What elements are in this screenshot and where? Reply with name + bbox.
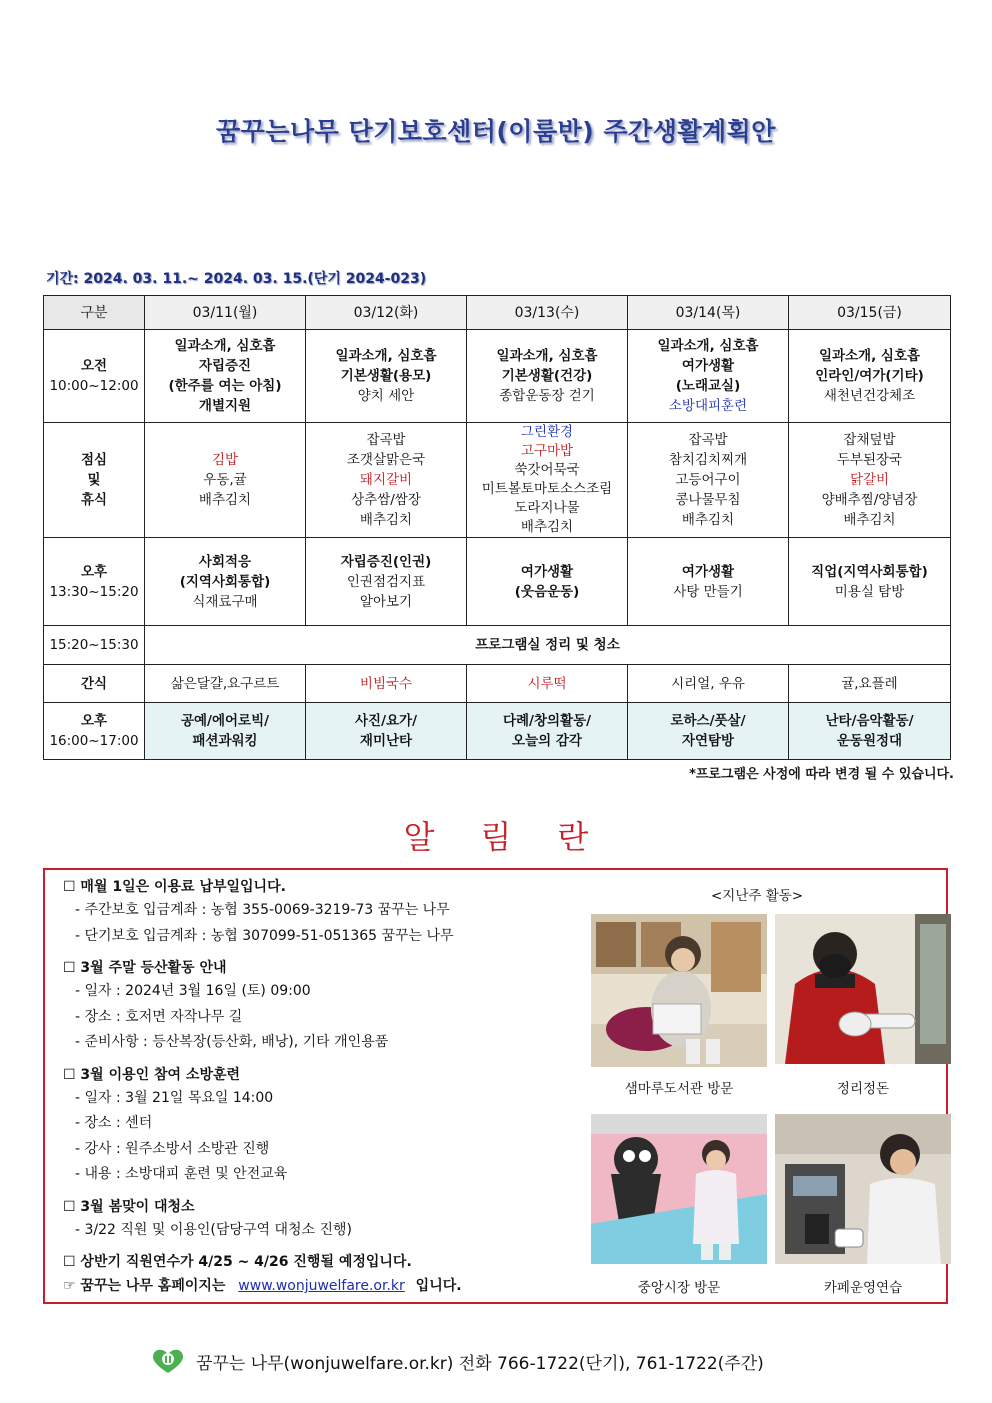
photo-caption: 중앙시장 방문 (637, 1280, 721, 1296)
cell-line: 기본생활(용모) (340, 368, 432, 384)
cell-line: 그린환경 (520, 424, 574, 440)
row-label-line: 점심 (80, 452, 108, 468)
notice-item: - 주간보호 입금계좌 : 농협 355-0069-3219-73 꿈꾸는 나무 (75, 902, 450, 918)
schedule-cell (628, 330, 789, 423)
cell-line: 일과소개, 심호흡 (496, 348, 598, 364)
cell-line: 새천년건강체조 (823, 388, 916, 404)
cell-line: 알아보기 (359, 593, 413, 610)
schedule-table (43, 295, 951, 760)
cell-line: 다례/창의활동/ (502, 713, 592, 729)
cell-line: 일과소개, 심호흡 (174, 338, 276, 354)
snack-row (44, 665, 951, 703)
notice-item: - 내용 : 소방대피 훈련 및 안전교육 (75, 1166, 288, 1182)
cell-line: (웃음운동) (514, 583, 580, 600)
cell-line: 오늘의 감각 (512, 733, 582, 749)
homepage-link[interactable]: www.wonjuwelfare.or.kr (238, 1278, 405, 1294)
notice-list (63, 876, 583, 1297)
tidying-photo (775, 914, 951, 1064)
cell-line: 김밥 (211, 452, 239, 468)
notice-item: - 일자 : 3월 21일 목요일 14:00 (75, 1089, 274, 1106)
cell-line: 배추김치 (198, 492, 252, 508)
notice-heading: ☐ 매월 1일은 이용료 납부일입니다. (63, 879, 286, 895)
row-label-line: 오후 (80, 713, 108, 729)
cell-line: 소방대피훈련 (668, 398, 748, 414)
cell-line: 쑥갓어묵국 (514, 462, 580, 478)
cell-line: 잡곡밥 (366, 432, 406, 448)
notice-heading: ☐ 상반기 직원연수가 4/25 ~ 4/26 진행될 예정입니다. (63, 1254, 412, 1270)
schedule-cell (789, 703, 951, 760)
notice-item: - 준비사항 : 등산복장(등산화, 배낭), 기타 개인용품 (75, 1034, 389, 1050)
row-label (44, 538, 145, 626)
row-label-line: 13:30~15:20 (49, 583, 139, 600)
cell-line: 개별지원 (198, 398, 252, 414)
notice-item: - 3/22 직원 및 이용인(담당구역 대청소 진행) (75, 1221, 352, 1238)
row-label: 간식 (44, 665, 145, 703)
footer-text: 꿈꾸는 나무(wonjuwelfare.or.kr) 전화 766-1722(단기), 761-1722(주간) (196, 1353, 764, 1374)
cell-line: 공예/에어로빅/ (180, 713, 270, 729)
library-visit-photo (591, 914, 767, 1067)
notice-heading: ☐ 3월 봄맞이 대청소 (63, 1198, 195, 1215)
cell-line: 배추김치 (681, 512, 735, 528)
cell-line: 잡채덮밥 (843, 432, 896, 448)
cafe-practice-photo (775, 1114, 951, 1264)
market-visit-photo (591, 1114, 767, 1264)
row-label: 15:20~15:30 (44, 626, 145, 665)
row-label-line: 오후 (80, 563, 108, 580)
cell-line: 우동,귤 (203, 472, 247, 488)
cell-line: 운동원정대 (836, 733, 903, 749)
cell-line: 인권점검지표 (346, 573, 426, 590)
photos-title: <지난주 활동> (711, 888, 804, 904)
cell-line: 종합운동장 걷기 (499, 388, 595, 404)
cell-line: 인라인/여가(기타) (815, 368, 924, 384)
cell-line: 패션과워킹 (192, 733, 258, 749)
header-row (44, 296, 951, 330)
row-label-line: 및 (87, 472, 101, 488)
cell-line: 재미난타 (359, 733, 413, 749)
notice-box (43, 868, 948, 1304)
snack-cell: 비빔국수 (306, 665, 467, 703)
heart-logo-icon (150, 1347, 186, 1375)
late-afternoon-row (44, 703, 951, 760)
notice-item: - 장소 : 호저면 자작나무 길 (75, 1008, 243, 1025)
notice-heading: ☐ 3월 이용인 참여 소방훈련 (63, 1066, 241, 1083)
day-header: 03/15(금) (789, 296, 951, 330)
day-header: 03/13(수) (467, 296, 628, 330)
cell-line: 여가생활 (520, 563, 574, 580)
footer (150, 1347, 764, 1375)
cell-line: 기본생활(건강) (501, 368, 593, 384)
row-label (44, 703, 145, 760)
cell-line: 잡곡밥 (688, 432, 728, 448)
notice-item: - 단기보호 입금계좌 : 농협 307099-51-051365 꿈꾸는 나무 (75, 927, 454, 944)
cell-line: 여가생활 (681, 563, 735, 580)
cell-line: 사회적응 (198, 553, 252, 570)
cell-line: (한주를 여는 아침) (168, 378, 282, 394)
schedule-cell (145, 423, 306, 538)
cell-line: 양치 세안 (357, 388, 415, 404)
cell-line: 상추쌈/쌈장 (351, 492, 421, 508)
day-header: 03/14(목) (628, 296, 789, 330)
cell-line: 여가생활 (681, 358, 735, 374)
cell-line: 콩나물무침 (675, 492, 741, 508)
period-text: 기간: 2024. 03. 11.~ 2024. 03. 15.(단기 2024-023) (46, 271, 427, 287)
schedule-cell (789, 538, 951, 626)
cell-line: 참치김치찌개 (668, 452, 748, 468)
schedule-cell (145, 330, 306, 423)
schedule-cell (467, 330, 628, 423)
cleanup-row (44, 626, 951, 665)
cell-line: 배추김치 (843, 512, 896, 528)
snack-cell: 시리얼, 우유 (628, 665, 789, 703)
cell-line: 배추김치 (520, 519, 574, 535)
cell-line: 직업(지역사회통합) (811, 563, 928, 580)
cell-line: 일과소개, 심호흡 (335, 348, 437, 364)
photo-caption: 샘마루도서관 방문 (624, 1081, 734, 1097)
day-header: 03/11(월) (145, 296, 306, 330)
cell-line: 로하스/풋살/ (670, 713, 746, 729)
cell-line: (노래교실) (675, 378, 741, 394)
snack-cell: 귤,요플레 (789, 665, 951, 703)
cell-line: (지역사회통합) (179, 573, 271, 590)
homepage-suffix: 입니다. (415, 1278, 462, 1294)
cell-line: 자립증진 (198, 358, 252, 374)
homepage-prefix: ☞ 꿈꾸는 나무 홈페이지는 (63, 1278, 226, 1294)
notice-title: 알림란 (403, 818, 635, 856)
cell-line: 도라지나물 (514, 500, 580, 516)
cleanup-cell: 프로그램실 정리 및 청소 (145, 626, 951, 665)
day-header: 03/12(화) (306, 296, 467, 330)
cell-line: 자립증진(인권) (340, 553, 432, 570)
row-label-line: 10:00~12:00 (49, 378, 139, 394)
cell-line: 사진/요가/ (354, 713, 418, 729)
schedule-cell (628, 538, 789, 626)
schedule-cell (467, 423, 628, 538)
cell-line: 닭갈비 (849, 472, 890, 488)
afternoon-row (44, 538, 951, 626)
schedule-cell (306, 330, 467, 423)
row-label-line: 오전 (80, 358, 108, 374)
cell-line: 돼지갈비 (359, 472, 413, 488)
notice-item: - 강사 : 원주소방서 소방관 진행 (75, 1140, 270, 1157)
cell-line: 고등어구이 (675, 472, 741, 488)
cell-line: 일과소개, 심호흡 (818, 348, 921, 364)
photo-caption: 카페운영연습 (823, 1280, 903, 1296)
cell-line: 고구마밥 (520, 443, 574, 459)
cell-line: 사탕 만들기 (673, 583, 743, 600)
cell-line: 미용실 탐방 (834, 583, 905, 600)
schedule-cell (628, 703, 789, 760)
schedule-cell (467, 538, 628, 626)
schedule-cell (306, 538, 467, 626)
notice-item: - 일자 : 2024년 3월 16일 (토) 09:00 (75, 983, 311, 999)
notice-item: - 장소 : 센터 (75, 1115, 153, 1131)
cell-line: 두부된장국 (836, 452, 903, 468)
row-label-line: 16:00~17:00 (49, 733, 139, 749)
schedule-cell (467, 703, 628, 760)
schedule-cell (789, 330, 951, 423)
notice-heading: ☐ 3월 주말 등산활동 안내 (63, 960, 227, 976)
page-title: 꿈꾸는나무 단기보호센터(이룸반) 주간생활계획안 (216, 117, 776, 146)
schedule-cell (145, 538, 306, 626)
cell-line: 조갯살맑은국 (346, 452, 426, 468)
cell-line: 양배추찜/양념장 (821, 492, 918, 508)
corner-cell: 구분 (44, 296, 145, 330)
morning-row (44, 330, 951, 423)
snack-cell: 시루떡 (467, 665, 628, 703)
cell-line: 자연탐방 (681, 733, 735, 749)
change-note: *프로그램은 사정에 따라 변경 될 수 있습니다. (689, 767, 954, 782)
lunch-row (44, 423, 951, 538)
homepage-line (63, 1275, 583, 1297)
cell-line: 배추김치 (359, 512, 413, 528)
row-label (44, 423, 145, 538)
snack-cell: 삶은달걀,요구르트 (145, 665, 306, 703)
schedule-cell (789, 423, 951, 538)
cell-line: 난타/음악활동/ (825, 713, 914, 729)
schedule-cell (145, 703, 306, 760)
schedule-cell (628, 423, 789, 538)
cell-line: 미트볼토마토소스조림 (481, 481, 613, 497)
row-label-line: 휴식 (80, 492, 108, 508)
cell-line: 식재료구매 (192, 593, 258, 610)
cell-line: 일과소개, 심호흡 (657, 338, 759, 354)
schedule-cell (306, 423, 467, 538)
schedule-cell (306, 703, 467, 760)
row-label (44, 330, 145, 423)
photo-caption: 정리정돈 (836, 1081, 890, 1097)
